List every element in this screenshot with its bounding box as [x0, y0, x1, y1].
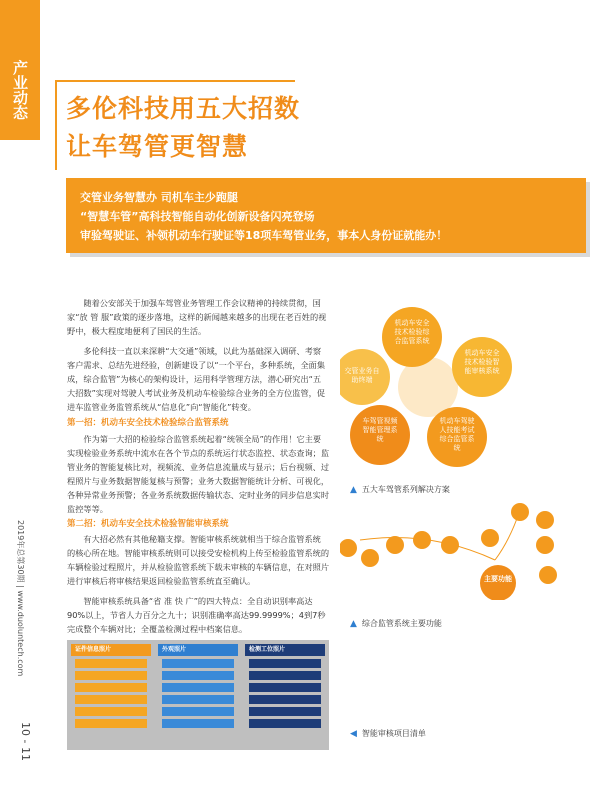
section-tab [0, 0, 40, 140]
diagram1-node-3: 机动车驾驶人技能考试综合监管系统 [439, 417, 475, 452]
caption-2: ▲ 综合监管系统主要功能 [350, 619, 442, 629]
title-line-1: 多伦科技用五大招数 [66, 94, 301, 123]
diagram1-node-2: 机动车安全技术检验智能审核系统 [464, 349, 500, 375]
paragraph-1: 随着公安部关于加强车驾管业务管理工作会议精神的持续贯彻，国家“放 管 服”政策的逐步落地，这样的新闻越来越多的出现在老百姓的视野中，极大程度地便利了国民的生活。 [67, 298, 327, 336]
paragraph-5: 智能审核系统具备“省 准 快 广”的四大特点：全自动识别率高达90%以上，节省人力百分之九十；识别准确率高达99.9999%；4到7秒完成整个车辆对比；全覆盖检测过程中档案信息。 [67, 596, 326, 634]
side-vertical-text: 2019年总第30期 | www.duoluntech.com [16, 520, 25, 677]
functions-center-label: 主要功能 [484, 575, 512, 583]
caption-3: ◀ 智能审核项目清单 [350, 729, 426, 739]
paragraph-2: 多伦科技一直以来深耕“大交通”领域，以此为基础深入调研、考察客户需求、总结先进经验，创新建设了以“一个平台，多种系统，全面集成，综合监管”为核心的架构设计，运用科学管理方法，潜心研究出“五大招数”实现对驾驶人考试业务及机动车检验综合业务的全方位监管，促进车监管业务监管系统从“信息化”向“智能化”转变。 [67, 346, 326, 412]
heading-1: 第一招：机动车安全技术检验综合监管系统 [67, 418, 229, 428]
audit-items-table [67, 640, 329, 750]
solutions-diagram [340, 305, 520, 475]
triangle-up-icon: ▲ [350, 485, 357, 495]
banner-line-2: “智慧车管”高科技智能自动化创新设备闪亮登场 [80, 210, 315, 223]
section-tab-label: 产业动态 [11, 60, 29, 120]
section-1-text [67, 432, 329, 522]
table-column-3 [245, 644, 325, 731]
page-title [66, 90, 300, 166]
table-header-3: 检测工位照片 [245, 644, 325, 656]
title-line-2: 让车驾管更智慧 [66, 132, 249, 161]
diagram1-node-1: 机动车安全技术检验综合监管系统 [394, 319, 430, 345]
paragraph-4: 有大招必然有其他秘籍支撑。智能审核系统就相当于综合监管系统的核心所在地。智能审核系统则可以接受安检机构上传至检验监管系统的车辆检验过程照片，并从检验监管系统下载未审核的车辆信息，在对照片进行审核后将审核结果返回检验监管系统直至确认。 [67, 534, 330, 586]
table-header-2: 外观照片 [158, 644, 238, 656]
diagram1-node-4: 车驾管视频智能管理系统 [362, 417, 398, 443]
paragraph-3: 作为第一大招的检验综合监管系统起着“统领全局”的作用！它主要实现检验业务系统中流水在各个节点的系统运行状态监控、状态查询；监管业务的智能复核比对，视频流、业务信息流量成与显示；后台视频、过程照片与业务数据智能复核与预警；业务大数据智能统计分析、可视化，各种异常业务预警；各业务系统数据传输状态、定时业务的同步信息实时监控等等。 [67, 434, 330, 514]
page-numbers: 10 - 11 [19, 722, 32, 761]
caption-1: ▲ 五大车驾管系列解决方案 [350, 485, 450, 495]
table-header-1: 证件信息照片 [71, 644, 151, 656]
table-column-1 [71, 644, 151, 731]
banner-line-3: 审验驾驶证、补领机动车行驶证等18项车驾管业务，事本人身份证就能办！ [80, 229, 448, 242]
triangle-up-icon: ▲ [350, 619, 357, 629]
heading-2: 第二招：机动车安全技术检验智能审核系统 [67, 519, 229, 529]
section-2-text [67, 532, 329, 642]
functions-diagram [340, 500, 580, 600]
triangle-left-icon: ◀ [350, 729, 357, 739]
banner-line-1: 交管业务智慧办 司机车主少跑腿 [80, 191, 238, 204]
table-column-2 [158, 644, 238, 731]
summary-banner [66, 178, 586, 253]
intro-text [67, 296, 329, 420]
functions-diagram-svg [340, 500, 580, 600]
diagram1-node-5: 交管业务自助终端 [344, 367, 380, 384]
